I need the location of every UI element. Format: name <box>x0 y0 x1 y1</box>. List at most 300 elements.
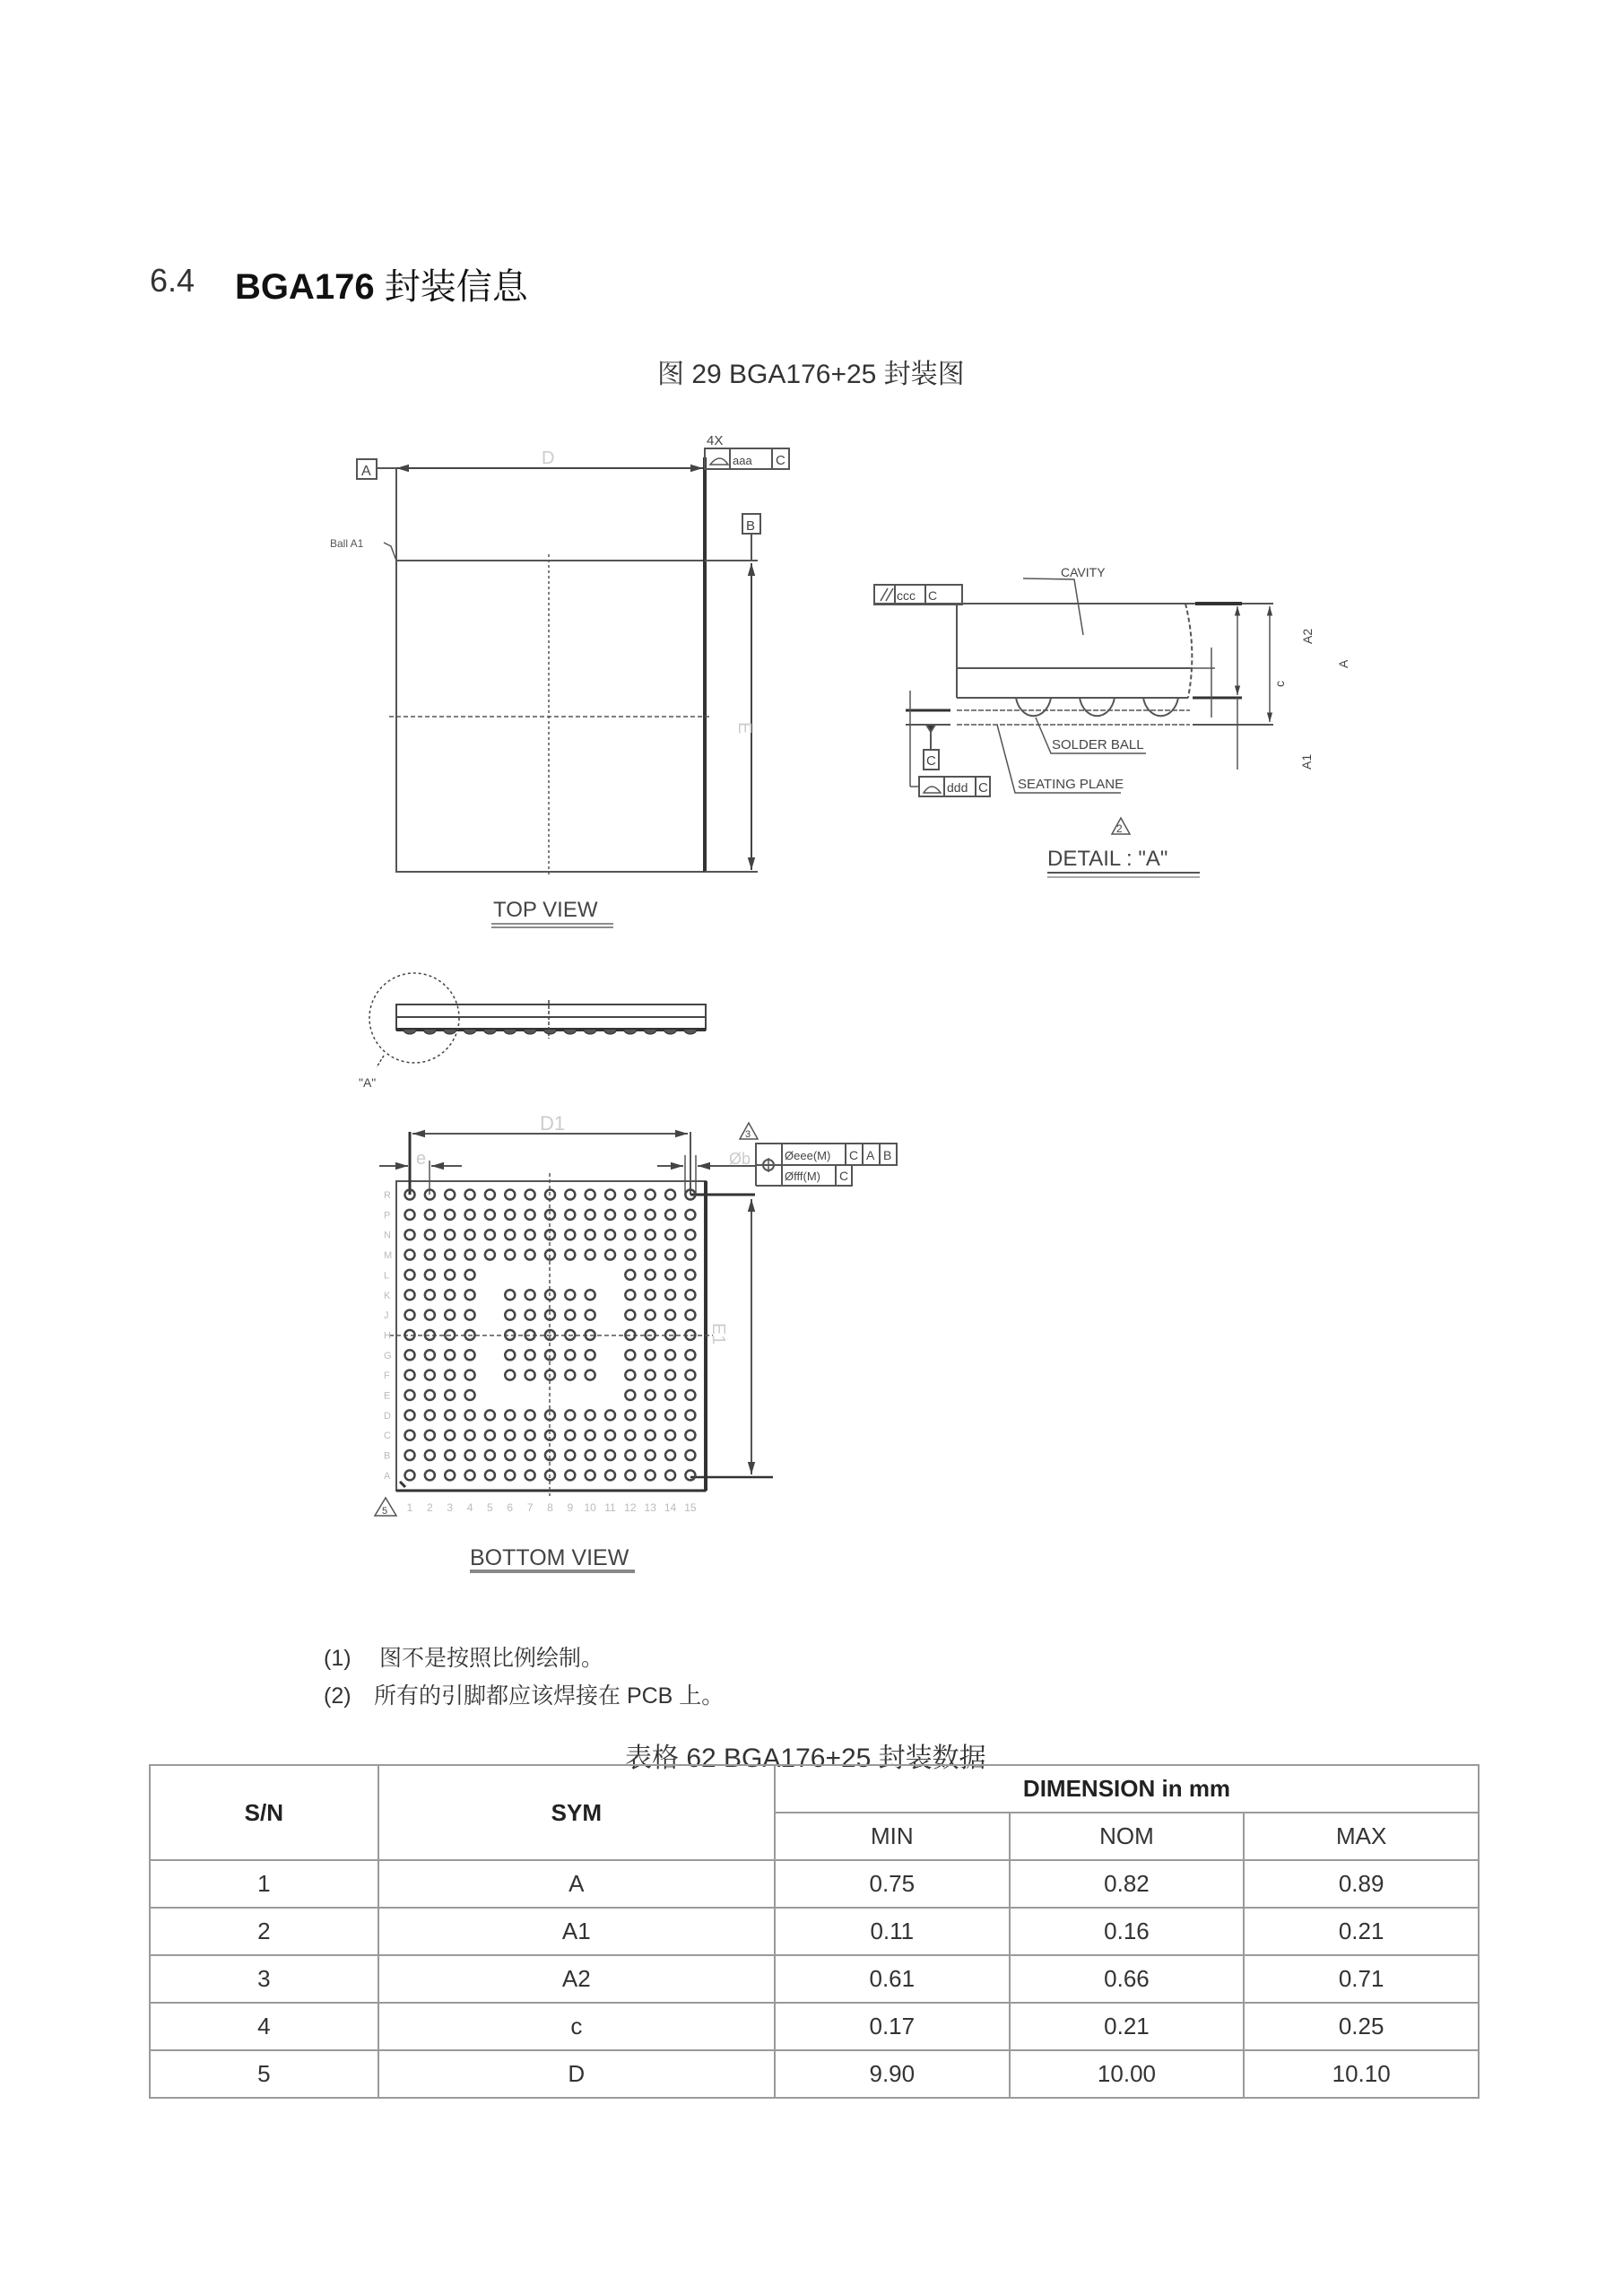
ball-B4 <box>465 1450 475 1460</box>
ball-C11 <box>605 1431 615 1440</box>
ball-N6 <box>505 1230 515 1239</box>
top-view-label: TOP VIEW <box>493 898 598 922</box>
pos-tol-1-datum-c: C <box>849 1148 859 1162</box>
col-label: 13 <box>644 1501 656 1514</box>
ball-D13 <box>646 1410 655 1420</box>
ball-D14 <box>665 1410 675 1420</box>
ball-A2 <box>425 1470 435 1480</box>
cell-min: 9.90 <box>775 2050 1010 2098</box>
ball-K15 <box>685 1290 695 1300</box>
cell-sn: 4 <box>150 2003 378 2050</box>
ball-D3 <box>445 1410 455 1420</box>
ball-N1 <box>405 1230 415 1239</box>
cell-min: 0.11 <box>775 1908 1010 1955</box>
ball-B15 <box>685 1450 695 1460</box>
cell-sn: 5 <box>150 2050 378 2098</box>
ball-A10 <box>586 1470 595 1480</box>
dim-a1-label: A1 <box>1299 753 1314 770</box>
dim-a-label: A <box>1336 659 1350 668</box>
ball-N15 <box>685 1230 695 1239</box>
ball-R14 <box>665 1190 675 1200</box>
ball-N13 <box>646 1230 655 1239</box>
ball-N7 <box>525 1230 535 1239</box>
ball-B14 <box>665 1450 675 1460</box>
ball-G12 <box>625 1350 635 1360</box>
row-label: M <box>384 1250 393 1262</box>
col-label: 8 <box>547 1501 553 1514</box>
ball-M10 <box>586 1250 595 1260</box>
ball-E14 <box>665 1390 675 1400</box>
ball-M3 <box>445 1250 455 1260</box>
ball-P12 <box>625 1210 635 1220</box>
ball-D4 <box>465 1410 475 1420</box>
ball-M13 <box>646 1250 655 1260</box>
cell-sym: c <box>378 2003 775 2050</box>
row-label: L <box>384 1270 390 1282</box>
side-view <box>369 973 706 1067</box>
ball-M15 <box>685 1250 695 1260</box>
profile-surface-icon <box>710 458 728 465</box>
side-ball <box>564 1030 577 1034</box>
ball-G4 <box>465 1350 475 1360</box>
cell-nom: 0.21 <box>1010 2003 1245 2050</box>
ball-P7 <box>525 1210 535 1220</box>
ball-M6 <box>505 1250 515 1260</box>
profile-surface-icon <box>924 787 941 793</box>
row-label: P <box>384 1210 391 1222</box>
ball-J7 <box>525 1310 535 1320</box>
ball-B10 <box>586 1450 595 1460</box>
ball-M1 <box>405 1250 415 1260</box>
ball-K14 <box>665 1290 675 1300</box>
ball-G10 <box>586 1350 595 1360</box>
ball-F3 <box>445 1370 455 1380</box>
ball-N2 <box>425 1230 435 1239</box>
ball-D10 <box>586 1410 595 1420</box>
ball-R10 <box>586 1190 595 1200</box>
ball-K1 <box>405 1290 415 1300</box>
cell-sym: A1 <box>378 1908 775 1955</box>
ball-N14 <box>665 1230 675 1239</box>
cell-min: 0.17 <box>775 2003 1010 2050</box>
ball-D1 <box>405 1410 415 1420</box>
ball-F13 <box>646 1370 655 1380</box>
ball-K3 <box>445 1290 455 1300</box>
ball-E15 <box>685 1390 695 1400</box>
ball-E13 <box>646 1390 655 1400</box>
side-ball <box>664 1030 677 1034</box>
header-sym: SYM <box>378 1765 775 1860</box>
figure-caption: 图 29 BGA176+25 封装图 <box>657 360 965 389</box>
ball-F14 <box>665 1370 675 1380</box>
ball-A9 <box>565 1470 575 1480</box>
ball-C15 <box>685 1431 695 1440</box>
section-number: 6.4 <box>150 262 195 299</box>
ball-N9 <box>565 1230 575 1239</box>
ball-D5 <box>485 1410 495 1420</box>
header-min: MIN <box>775 1813 1010 1860</box>
note-number: (1) <box>324 1646 352 1671</box>
ball-G6 <box>505 1350 515 1360</box>
ball-N12 <box>625 1230 635 1239</box>
ball-J1 <box>405 1310 415 1320</box>
header-max: MAX <box>1244 1813 1479 1860</box>
ball-J14 <box>665 1310 675 1320</box>
col-label: 12 <box>624 1501 637 1514</box>
ball-J15 <box>685 1310 695 1320</box>
ball-M12 <box>625 1250 635 1260</box>
dim-d1-label: D1 <box>540 1112 566 1135</box>
cell-max: 0.71 <box>1244 1955 1479 2003</box>
ball-E2 <box>425 1390 435 1400</box>
cell-sn: 1 <box>150 1860 378 1908</box>
table-row <box>150 1860 1479 1908</box>
detail-view <box>874 578 1273 834</box>
ball-F7 <box>525 1370 535 1380</box>
dim-e1-label: E1 <box>708 1323 728 1345</box>
ball-L2 <box>425 1270 435 1280</box>
note-text: 所有的引脚都应该焊接在 PCB 上。 <box>374 1683 725 1709</box>
ball-P10 <box>586 1210 595 1220</box>
ball-M5 <box>485 1250 495 1260</box>
frame-tol-label: aaa <box>733 454 752 467</box>
parallelism-icon <box>881 588 893 601</box>
ball-A14 <box>665 1470 675 1480</box>
ball-G3 <box>445 1350 455 1360</box>
ball-C10 <box>586 1431 595 1440</box>
ball-J13 <box>646 1310 655 1320</box>
ball-M9 <box>565 1250 575 1260</box>
table-row <box>150 2050 1479 2098</box>
datum-a-label: A <box>361 464 371 479</box>
header-nom: NOM <box>1010 1813 1245 1860</box>
row-label: A <box>384 1470 391 1482</box>
ball-P15 <box>685 1210 695 1220</box>
ball-J6 <box>505 1310 515 1320</box>
row-label: E <box>384 1390 391 1402</box>
ball-G14 <box>665 1350 675 1360</box>
side-ball <box>444 1030 456 1034</box>
cell-max: 0.25 <box>1244 2003 1479 2050</box>
ball-A3 <box>445 1470 455 1480</box>
ball-G13 <box>646 1350 655 1360</box>
ball-R6 <box>505 1190 515 1200</box>
ball-J3 <box>445 1310 455 1320</box>
ball-M14 <box>665 1250 675 1260</box>
row-label: H <box>384 1330 391 1342</box>
ball-J10 <box>586 1310 595 1320</box>
ball-B5 <box>485 1450 495 1460</box>
note-ref-2: 2 <box>1116 822 1123 835</box>
solder-ball <box>1080 698 1115 716</box>
ball-a1-label: Ball A1 <box>330 537 364 550</box>
ball-K13 <box>646 1290 655 1300</box>
ball-row-labels <box>384 1190 392 1482</box>
col-label: 5 <box>487 1501 493 1514</box>
ball-F10 <box>586 1370 595 1380</box>
ball-M7 <box>525 1250 535 1260</box>
pos-tol-1-datum-a: A <box>866 1148 875 1162</box>
ball-K7 <box>525 1290 535 1300</box>
col-label: 2 <box>427 1501 433 1514</box>
ball-C9 <box>565 1431 575 1440</box>
side-ball <box>504 1030 516 1034</box>
ball-G7 <box>525 1350 535 1360</box>
ball-C4 <box>465 1431 475 1440</box>
ball-P5 <box>485 1210 495 1220</box>
ball-D11 <box>605 1410 615 1420</box>
ball-K12 <box>625 1290 635 1300</box>
solder-ball <box>1143 698 1178 716</box>
ball-A5 <box>485 1470 495 1480</box>
section-title-bold: BGA176 <box>235 267 375 307</box>
pos-tol-2: Øfff(M) <box>785 1170 821 1183</box>
ball-F12 <box>625 1370 635 1380</box>
ball-A12 <box>625 1470 635 1480</box>
ball-J9 <box>565 1310 575 1320</box>
ball-P13 <box>646 1210 655 1220</box>
ball-C12 <box>625 1431 635 1440</box>
dimension-table <box>149 1764 1480 2099</box>
cell-sn: 2 <box>150 1908 378 1955</box>
side-ball <box>543 1030 556 1034</box>
ball-N10 <box>586 1230 595 1239</box>
ball-E3 <box>445 1390 455 1400</box>
ball-C7 <box>525 1431 535 1440</box>
ball-B12 <box>625 1450 635 1460</box>
cell-nom: 0.82 <box>1010 1860 1245 1908</box>
cell-min: 0.75 <box>775 1860 1010 1908</box>
side-ball <box>684 1030 697 1034</box>
ball-J12 <box>625 1310 635 1320</box>
cell-sym: A2 <box>378 1955 775 2003</box>
ball-L12 <box>625 1270 635 1280</box>
pos-tol-2-datum-c: C <box>839 1169 849 1183</box>
ball-N3 <box>445 1230 455 1239</box>
ball-R5 <box>485 1190 495 1200</box>
ball-R7 <box>525 1190 535 1200</box>
cell-max: 0.21 <box>1244 1908 1479 1955</box>
note-1 <box>324 1640 603 1673</box>
col-label: 7 <box>526 1501 534 1514</box>
col-label: 11 <box>604 1501 616 1514</box>
datum-b-label: B <box>746 518 756 534</box>
ball-C2 <box>425 1431 435 1440</box>
ball-P9 <box>565 1210 575 1220</box>
ball-K10 <box>586 1290 595 1300</box>
parallel-datum-label: C <box>928 588 938 603</box>
row-label: K <box>384 1290 391 1301</box>
ball-F2 <box>425 1370 435 1380</box>
pos-tol-1-datum-b: B <box>883 1148 892 1162</box>
ball-P14 <box>665 1210 675 1220</box>
ball-B6 <box>505 1450 515 1460</box>
detail-view-label: DETAIL : "A" <box>1047 847 1168 871</box>
ball-R9 <box>565 1190 575 1200</box>
ball-C6 <box>505 1431 515 1440</box>
ball-K2 <box>425 1290 435 1300</box>
ball-C13 <box>646 1431 655 1440</box>
ball-J4 <box>465 1310 475 1320</box>
ball-F6 <box>505 1370 515 1380</box>
col-label: 1 <box>406 1501 413 1514</box>
header-dimension: DIMENSION in mm <box>775 1765 1479 1813</box>
cell-nom: 0.16 <box>1010 1908 1245 1955</box>
row-label: R <box>384 1190 391 1201</box>
note-number: (2) <box>324 1683 352 1709</box>
note-ref-3: 3 <box>745 1129 751 1140</box>
ball-D15 <box>685 1410 695 1420</box>
detail-callout-label: "A" <box>359 1075 377 1090</box>
ball-A11 <box>605 1470 615 1480</box>
ball-A6 <box>505 1470 515 1480</box>
ball-A15 <box>685 1470 695 1480</box>
table-row <box>150 1908 1479 1955</box>
ball-F4 <box>465 1370 475 1380</box>
ball-A13 <box>646 1470 655 1480</box>
ball-D2 <box>425 1410 435 1420</box>
ball-L14 <box>665 1270 675 1280</box>
ball-K6 <box>505 1290 515 1300</box>
cell-nom: 10.00 <box>1010 2050 1245 2098</box>
cell-sym: D <box>378 2050 775 2098</box>
ball-col-labels <box>407 1501 697 1514</box>
ball-N4 <box>465 1230 475 1239</box>
col-label: 14 <box>664 1501 677 1514</box>
frame-count-label: 4X <box>707 433 724 448</box>
cell-min: 0.61 <box>775 1955 1010 2003</box>
ball-N11 <box>605 1230 615 1239</box>
ball-R3 <box>445 1190 455 1200</box>
ball-B1 <box>405 1450 415 1460</box>
ball-F1 <box>405 1370 415 1380</box>
ball-G15 <box>685 1350 695 1360</box>
parallel-tol-label: ccc <box>897 588 916 603</box>
ball-E4 <box>465 1390 475 1400</box>
seating-plane-label: SEATING PLANE <box>1018 777 1124 792</box>
cell-sym: A <box>378 1860 775 1908</box>
ball-D12 <box>625 1410 635 1420</box>
dim-c-label: c <box>1272 681 1287 687</box>
cell-max: 0.89 <box>1244 1860 1479 1908</box>
ball-L13 <box>646 1270 655 1280</box>
datum-c-label: C <box>926 753 936 769</box>
ball-M11 <box>605 1250 615 1260</box>
ball-B7 <box>525 1450 535 1460</box>
ball-R12 <box>625 1190 635 1200</box>
flat-tol-label: ddd <box>947 780 968 795</box>
ball-A4 <box>465 1470 475 1480</box>
flat-datum-label: C <box>978 780 988 796</box>
note-ref-5: 5 <box>382 1506 388 1517</box>
side-ball <box>423 1030 436 1034</box>
ball-J2 <box>425 1310 435 1320</box>
table-caption: 表格 62 BGA176+25 封装数据 <box>625 1744 986 1773</box>
bottom-view-label: BOTTOM VIEW <box>470 1545 629 1570</box>
top-view <box>357 448 789 877</box>
side-ball <box>584 1030 596 1034</box>
frame-datum-label: C <box>776 453 785 468</box>
side-ball <box>624 1030 637 1034</box>
ball-M4 <box>465 1250 475 1260</box>
note-text: 图不是按照比例绘制。 <box>379 1646 604 1671</box>
ball-R4 <box>465 1190 475 1200</box>
col-label: 9 <box>567 1501 574 1514</box>
col-label: 6 <box>507 1501 514 1514</box>
cell-sn: 3 <box>150 1955 378 2003</box>
ball-D9 <box>565 1410 575 1420</box>
ball-G2 <box>425 1350 435 1360</box>
row-label: J <box>384 1310 389 1322</box>
row-label: F <box>384 1370 390 1382</box>
ball-B2 <box>425 1450 435 1460</box>
ball-E1 <box>405 1390 415 1400</box>
ball-B9 <box>565 1450 575 1460</box>
dim-e-label: E <box>734 722 754 735</box>
dim-e-small-label: e <box>416 1149 427 1169</box>
dim-d-label: D <box>542 448 555 468</box>
side-ball <box>464 1030 476 1034</box>
pos-tol-1: Øeee(M) <box>785 1149 831 1162</box>
ball-R11 <box>605 1190 615 1200</box>
col-label: 15 <box>684 1501 697 1514</box>
dim-a2-label: A2 <box>1300 628 1315 644</box>
ball-G1 <box>405 1350 415 1360</box>
solder-ball-label: SOLDER BALL <box>1052 737 1144 752</box>
row-label: C <box>384 1431 391 1442</box>
ball-A7 <box>525 1470 535 1480</box>
row-label: G <box>384 1350 392 1361</box>
row-label: B <box>384 1450 391 1462</box>
ball-P4 <box>465 1210 475 1220</box>
ball-R13 <box>646 1190 655 1200</box>
ball-N5 <box>485 1230 495 1239</box>
ball-P2 <box>425 1210 435 1220</box>
ball-A1 <box>405 1470 415 1480</box>
cell-max: 10.10 <box>1244 2050 1479 2098</box>
ball-K4 <box>465 1290 475 1300</box>
row-label: N <box>384 1230 391 1241</box>
ball-P1 <box>405 1210 415 1220</box>
ball-B11 <box>605 1450 615 1460</box>
ball-D6 <box>505 1410 515 1420</box>
ball-P6 <box>505 1210 515 1220</box>
ball-G9 <box>565 1350 575 1360</box>
side-ball <box>404 1030 416 1034</box>
ball-L1 <box>405 1270 415 1280</box>
col-label: 3 <box>447 1501 454 1514</box>
ball-C3 <box>445 1431 455 1440</box>
ball-F9 <box>565 1370 575 1380</box>
side-ball <box>604 1030 617 1034</box>
header-sn: S/N <box>150 1765 378 1860</box>
ball-M2 <box>425 1250 435 1260</box>
ball-C5 <box>485 1431 495 1440</box>
ball-L3 <box>445 1270 455 1280</box>
solder-ball <box>1016 698 1051 716</box>
ball-P11 <box>605 1210 615 1220</box>
ball-L15 <box>685 1270 695 1280</box>
side-ball <box>644 1030 656 1034</box>
ball-K9 <box>565 1290 575 1300</box>
side-ball <box>524 1030 536 1034</box>
table-row <box>150 2003 1479 2050</box>
side-view-balls <box>404 1030 697 1034</box>
dim-b-label: Øb <box>729 1150 751 1168</box>
ball-L4 <box>465 1270 475 1280</box>
note-2 <box>324 1678 724 1710</box>
ball-B3 <box>445 1450 455 1460</box>
